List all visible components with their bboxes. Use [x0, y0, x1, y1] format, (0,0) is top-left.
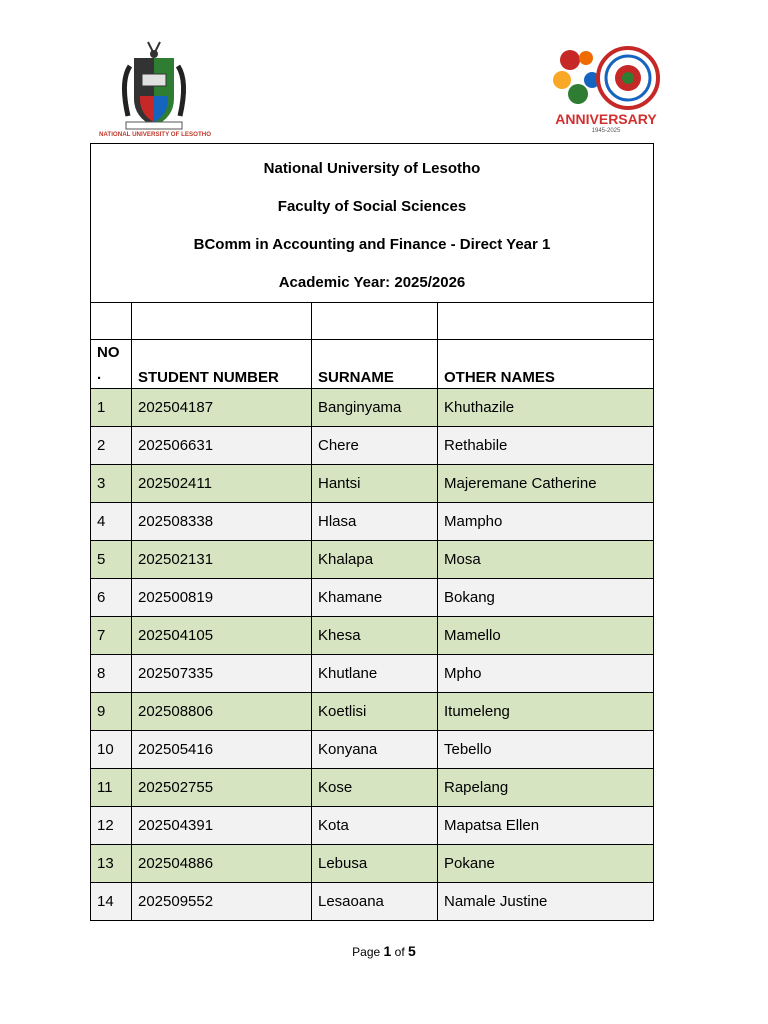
blank-row — [91, 303, 654, 340]
header-no — [91, 340, 132, 389]
cell-no: 11 — [91, 769, 132, 807]
cell-surname: Kose — [312, 769, 438, 807]
cell-surname: Khamane — [312, 579, 438, 617]
cell-other-names: Mampho — [438, 503, 654, 541]
cell-surname: Konyana — [312, 731, 438, 769]
cell-surname: Chere — [312, 427, 438, 465]
cell-no: 4 — [91, 503, 132, 541]
university-name: National University of Lesotho — [263, 160, 481, 177]
header-student-number: STUDENT NUMBER — [132, 340, 312, 389]
cell-surname: Khutlane — [312, 655, 438, 693]
cell-other-names: Rethabile — [438, 427, 654, 465]
cell-surname: Lebusa — [312, 845, 438, 883]
cell-student-number: 202504391 — [132, 807, 312, 845]
table-row — [91, 845, 654, 883]
cell-other-names: Bokang — [438, 579, 654, 617]
cell-other-names: Mpho — [438, 655, 654, 693]
programme-name: BComm in Accounting and Finance - Direct Year 1 — [193, 236, 551, 253]
table-row — [91, 655, 654, 693]
cell-no: 5 — [91, 541, 132, 579]
header-surname: SURNAME — [312, 340, 438, 389]
cell-no: 12 — [91, 807, 132, 845]
cell-other-names: Itumeleng — [438, 693, 654, 731]
cell-student-number: 202502755 — [132, 769, 312, 807]
cell-student-number: 202505416 — [132, 731, 312, 769]
cell-no: 10 — [91, 731, 132, 769]
nul-coat-of-arms-icon — [90, 36, 220, 140]
header-no-bottom: . — [97, 366, 102, 383]
cell-no: 14 — [91, 883, 132, 921]
cell-no: 13 — [91, 845, 132, 883]
blank-cell — [91, 303, 132, 340]
footer-current-page: 1 — [383, 943, 392, 959]
cell-no: 9 — [91, 693, 132, 731]
cell-other-names: Majeremane Catherine — [438, 465, 654, 503]
table-row — [91, 883, 654, 921]
cell-surname: Hlasa — [312, 503, 438, 541]
cell-other-names: Pokane — [438, 845, 654, 883]
cell-no: 2 — [91, 427, 132, 465]
table-row — [91, 807, 654, 845]
cell-student-number: 202504187 — [132, 389, 312, 427]
anniversary-logo — [548, 38, 668, 134]
cell-other-names: Mosa — [438, 541, 654, 579]
cell-student-number: 202500819 — [132, 579, 312, 617]
cell-student-number: 202509552 — [132, 883, 312, 921]
cell-student-number: 202508806 — [132, 693, 312, 731]
cell-surname: Banginyama — [312, 389, 438, 427]
student-list-table — [90, 143, 654, 921]
table-row — [91, 465, 654, 503]
title-row — [91, 144, 654, 303]
table-row — [91, 731, 654, 769]
cell-student-number: 202507335 — [132, 655, 312, 693]
table-body — [91, 389, 654, 921]
cell-surname: Khalapa — [312, 541, 438, 579]
cell-student-number: 202502131 — [132, 541, 312, 579]
table-row — [91, 769, 654, 807]
cell-surname: Koetlisi — [312, 693, 438, 731]
table-row — [91, 389, 654, 427]
faculty-name: Faculty of Social Sciences — [277, 198, 467, 215]
cell-other-names: Khuthazile — [438, 389, 654, 427]
page-footer — [0, 943, 768, 959]
table-row — [91, 541, 654, 579]
title-block — [91, 144, 654, 303]
cell-no: 8 — [91, 655, 132, 693]
table-row — [91, 693, 654, 731]
anniversary-emblem-icon — [548, 38, 668, 134]
cell-no: 6 — [91, 579, 132, 617]
cell-no: 3 — [91, 465, 132, 503]
table-row — [91, 503, 654, 541]
anniversary-logo-caption: ANNIVERSARY — [555, 111, 657, 127]
cell-surname: Khesa — [312, 617, 438, 655]
cell-student-number: 202504105 — [132, 617, 312, 655]
cell-other-names: Namale Justine — [438, 883, 654, 921]
cell-student-number: 202508338 — [132, 503, 312, 541]
footer-total-pages: 5 — [408, 943, 416, 959]
university-logo-caption: NATIONAL UNIVERSITY OF LESOTHO — [98, 131, 212, 138]
footer-of-label: of — [394, 945, 405, 959]
cell-other-names: Tebello — [438, 731, 654, 769]
cell-surname: Kota — [312, 807, 438, 845]
cell-student-number: 202506631 — [132, 427, 312, 465]
cell-other-names: Mamello — [438, 617, 654, 655]
cell-no: 7 — [91, 617, 132, 655]
cell-surname: Hantsi — [312, 465, 438, 503]
table-row — [91, 427, 654, 465]
footer-page-label: Page — [352, 945, 381, 959]
header-no-top: NO — [97, 344, 120, 361]
cell-other-names: Rapelang — [438, 769, 654, 807]
cell-student-number: 202504886 — [132, 845, 312, 883]
table-row — [91, 579, 654, 617]
cell-surname: Lesaoana — [312, 883, 438, 921]
cell-no: 1 — [91, 389, 132, 427]
column-header-row — [91, 340, 654, 389]
cell-student-number: 202502411 — [132, 465, 312, 503]
anniversary-logo-years: 1945-2025 — [591, 128, 621, 134]
cell-other-names: Mapatsa Ellen — [438, 807, 654, 845]
blank-cell — [438, 303, 654, 340]
table-row — [91, 617, 654, 655]
header-other-names: OTHER NAMES — [438, 340, 654, 389]
university-logo — [90, 36, 220, 140]
blank-cell — [132, 303, 312, 340]
blank-cell — [312, 303, 438, 340]
academic-year: Academic Year: 2025/2026 — [278, 274, 466, 291]
